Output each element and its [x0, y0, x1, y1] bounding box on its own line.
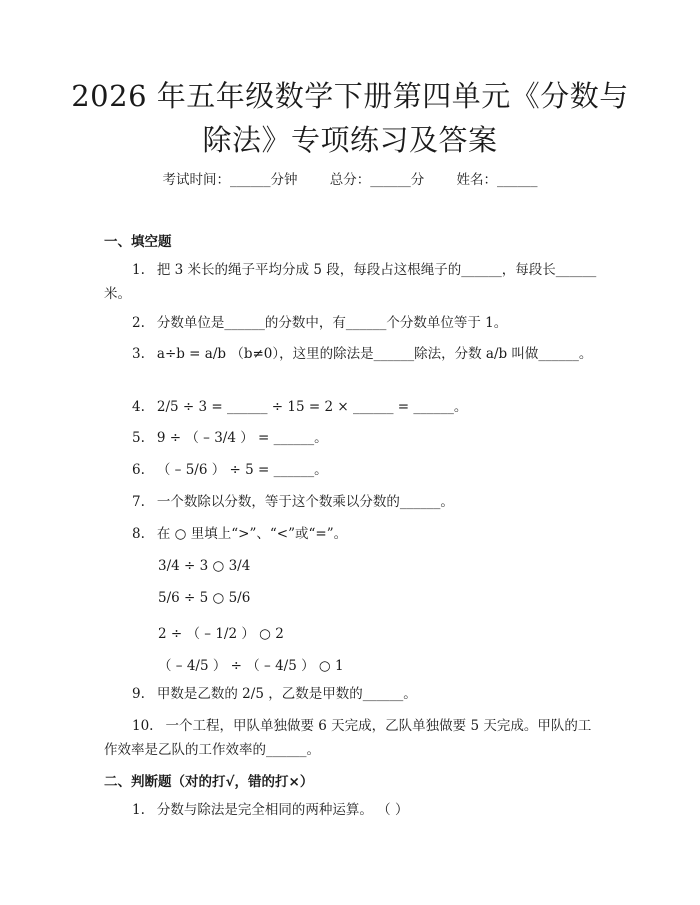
compare-item: 2 ÷ （ – 1/2 ） ○ 2 — [158, 626, 284, 642]
section-heading-fill-blank: 一、填空题 — [104, 234, 172, 250]
exam-time: 考试时间：______分钟 — [162, 172, 298, 188]
question-number: 6. — [132, 462, 145, 478]
question-number: 10. — [132, 718, 154, 734]
page-title: 2026 年五年级数学下册第四单元《分数与除法》专项练习及答案 — [71, 79, 629, 157]
question-number: 8. — [132, 526, 145, 542]
compare-item: 5/6 ÷ 5 ○ 5/6 — [158, 590, 251, 606]
question-text: 分数单位是______的分数中，有______个分数单位等于 1。 — [156, 315, 508, 331]
question-item — [104, 342, 600, 366]
exam-name: 姓名：______ — [456, 172, 538, 188]
question-item — [104, 458, 600, 482]
question-text: 9 ÷ （ – 3/4 ） = ______。 — [156, 430, 328, 446]
question-text: 甲数是乙数的 2/5 ，乙数是甲数的______。 — [156, 686, 417, 702]
question-text: a÷b = a/b （b≠0），这里的除法是______除法，分数 a/b 叫做______。 — [156, 346, 593, 362]
question-item — [104, 258, 600, 306]
exam-meta — [0, 168, 700, 188]
compare-item: （ – 4/5 ） ÷ （ – 4/5 ） ○ 1 — [158, 658, 344, 674]
question-number: 2. — [132, 315, 145, 331]
question-text: 把 3 米长的绳子平均分成 5 段，每段占这根绳子的______，每段长______米。 — [104, 262, 597, 302]
question-item — [104, 311, 600, 335]
question-number: 7. — [132, 494, 145, 510]
question-text: 一个工程，甲队单独做要 6 天完成，乙队单独做要 5 天完成。甲队的工作效率是乙队的工作效率的______。 — [104, 718, 592, 758]
judge-item — [104, 798, 600, 822]
question-text: 分数与除法是完全相同的两种运算。 （ ） — [156, 802, 409, 818]
question-item — [104, 395, 600, 419]
question-text: 一个数除以分数，等于这个数乘以分数的______。 — [156, 494, 454, 510]
question-number: 1. — [132, 802, 145, 818]
question-number: 1. — [132, 262, 145, 278]
question-text: 2/5 ÷ 3 = ______ ÷ 15 = 2 × ______ = ______。 — [156, 399, 468, 415]
question-text: 在 ○ 里填上“>”、“<”或“=”。 — [156, 526, 348, 542]
question-item — [104, 490, 600, 514]
question-number: 9. — [132, 686, 145, 702]
question-number: 3. — [132, 346, 145, 362]
question-item — [104, 522, 600, 546]
question-number: 5. — [132, 430, 145, 446]
question-item — [104, 426, 600, 450]
compare-item: 3/4 ÷ 3 ○ 3/4 — [158, 558, 251, 574]
exam-score: 总分：______分 — [329, 172, 425, 188]
section-heading-true-false: 二、判断题（对的打√，错的打×） — [104, 774, 314, 790]
question-item — [104, 682, 600, 706]
question-item — [104, 714, 600, 762]
question-number: 4. — [132, 399, 145, 415]
question-text: （ – 5/6 ） ÷ 5 = ______。 — [156, 462, 328, 478]
